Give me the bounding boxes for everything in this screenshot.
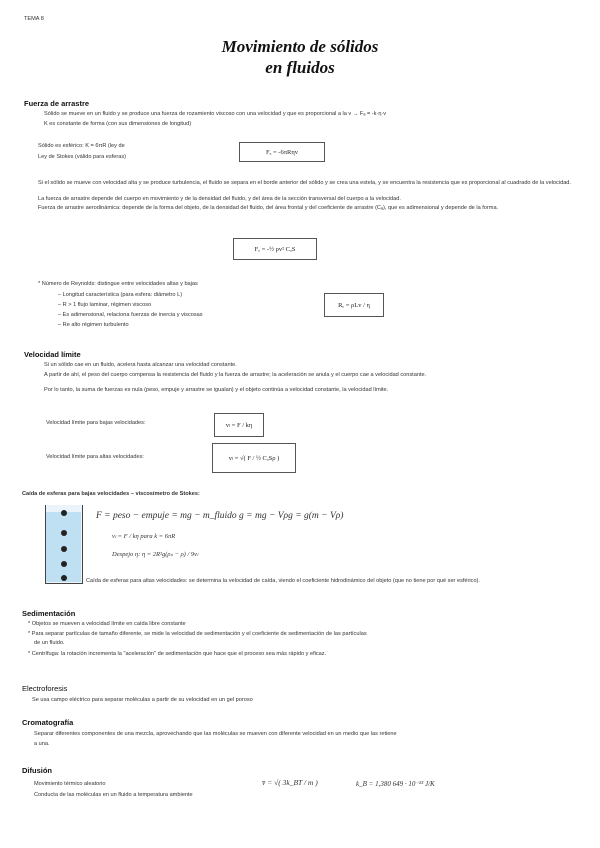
arrastre-p7: Fuerza de arrastre aerodinámica: depende de la forma del objeto, de la densidad del fluido, del área frontal y del coeficiente de arrastre (Cₐ), que es adimensional y depende de la forma.: [38, 205, 499, 211]
sphere-4: [61, 561, 67, 567]
sphere-1: [61, 510, 67, 516]
caida-caption: Caída de esferas para altas velocidades: se determina la velocidad de caída, viendo el coeficiente hidrodinámico del objeto (que no tiene por qué ser esférico).: [86, 578, 480, 584]
reynolds-b2: – R > 1 flujo laminar, régimen viscoso: [58, 302, 152, 308]
sphere-2: [61, 530, 67, 536]
limite-p1: Si un sólido cae en un fluido, acelera hasta alcanzar una velocidad constante.: [44, 362, 237, 368]
cromatografia-p1: Separar diferentes componentes de una mezcla, aprovechando que las moléculas se mueven con diferente velocidad en un medio que las retiene: [34, 731, 397, 737]
limite-low-formula-box: vₗ = F / kη: [214, 413, 264, 437]
arrastre-p6: La fuerza de arrastre depende del cuerpo en movimiento y de la densidad del fluido, y del área de la sección transversal del cuerpo a la velocidad.: [38, 196, 401, 202]
sedimentacion-heading: Sedimentación: [22, 609, 76, 618]
limite-p2: A partir de ahí, el peso del cuerpo compensa la resistencia del fluido y la fuerza de arrastre; la aceleración se anula y el cuerpo cae a velocidad constante.: [44, 372, 427, 378]
drag-formula-box: Fₐ = -½ ρv² CₐS: [233, 238, 317, 260]
difusion-heading: Difusión: [22, 766, 52, 775]
sedimentacion-b2: * Para separar partículas de tamaño diferente, se mide la velocidad de sedimentación y el coeficiente de sedimentación de las partículas: [28, 631, 367, 637]
caida-eq3: Despejo η: η = 2R²g(ρₛ − ρ) / 9vₗ: [112, 551, 199, 558]
reynolds-formula-box: Rₑ = ρLv / η: [324, 293, 384, 317]
difusion-formula: v̄ = √( 3k_BT / m ): [262, 778, 318, 787]
arrastre-p1: Sólido se mueve en un fluido y se produce una fuerza de rozamiento viscoso con una velocidad y que es proporcional a la v → Fₐ = -k·η·v: [44, 111, 387, 117]
sedimentacion-b2b: de un fluido.: [34, 640, 65, 646]
limite-p3: Por lo tanto, la suma de fuerzas es nula (peso, empuje y arrastre se igualan) y el objeto continúa a velocidad constante, la velocidad límite.: [44, 387, 389, 393]
sedimentacion-b1: * Objetos se mueven a velocidad límite en caída libre constante: [28, 621, 186, 627]
limite-high-formula-box: vₗ = √( F / ½ CₐSρ ): [212, 443, 296, 473]
limite-row2-label: Velocidad límite para altas velocidades:: [46, 454, 144, 460]
difusion-p1: Movimiento térmico aleatorio: [34, 781, 106, 787]
arrastre-p2: K es constante de forma (con sus dimensiones de longitud): [44, 121, 192, 127]
caida-heading: Caída de esferas para bajas velocidades – viscosímetro de Stokes:: [22, 491, 200, 497]
cromatografia-p2: a una.: [34, 741, 50, 747]
boltzmann-constant: k_B = 1,380 649 · 10⁻²³ J/K: [356, 780, 435, 788]
reynolds-intro: * Número de Reynolds: distingue entre velocidades altas y bajas: [38, 281, 198, 287]
caida-eq2: vₗ = F / kη para k = 6πR: [112, 533, 176, 540]
arrastre-p3: Sólido es esférico: K = 6πR (ley de: [38, 143, 125, 149]
electroforesis-p1: Se usa campo eléctrico para separar moléculas a partir de su velocidad en un gel poroso: [32, 697, 253, 703]
arrastre-p5: Si el sólido se mueve con velocidad alta y se produce turbulencia, el fluido se separa en el borde anterior del sólido y se crea una estela, y se encuentra la resistencia que es proporcional al cuadrado de la velocidad.: [38, 180, 571, 186]
arrastre-p4: Ley de Stokes (válido para esferas): [38, 154, 126, 160]
cromatografia-heading: Cromatografía: [22, 718, 74, 727]
tema-label: TEMA 8: [24, 16, 44, 22]
sedimentacion-b3: * Centrífuga: la rotación incrementa la "aceleración" de sedimentación que hace que el proceso sea más rápido y eficaz.: [28, 651, 327, 657]
sphere-3: [61, 546, 67, 552]
limite-row1-label: Velocidad límite para bajas velocidades:: [46, 420, 146, 426]
arrastre-heading: Fuerza de arrastre: [24, 99, 90, 108]
stokes-formula-box: Fₐ = -6πRηv: [239, 142, 325, 162]
reynolds-b3: – Es adimensional, relaciona fuerzas de inercia y viscosas: [58, 312, 203, 318]
electroforesis-heading: Electroforesis: [22, 684, 68, 693]
page-subtitle: en fluidos: [265, 58, 335, 77]
page-title: Movimiento de sólidos: [221, 37, 379, 56]
limite-heading: Velocidad límite: [24, 350, 81, 359]
reynolds-b1: – Longitud característica (para esfera: diámetro L): [58, 292, 183, 298]
reynolds-b4: – Re alto régimen turbulento: [58, 322, 129, 328]
difusion-p2: Conducta de las moléculas en un fluido a temperatura ambiente: [34, 792, 193, 798]
caida-eq1: F = peso − empuje = mg − m_fluido g = mg − Vρg = g(m − Vρ): [96, 511, 344, 521]
